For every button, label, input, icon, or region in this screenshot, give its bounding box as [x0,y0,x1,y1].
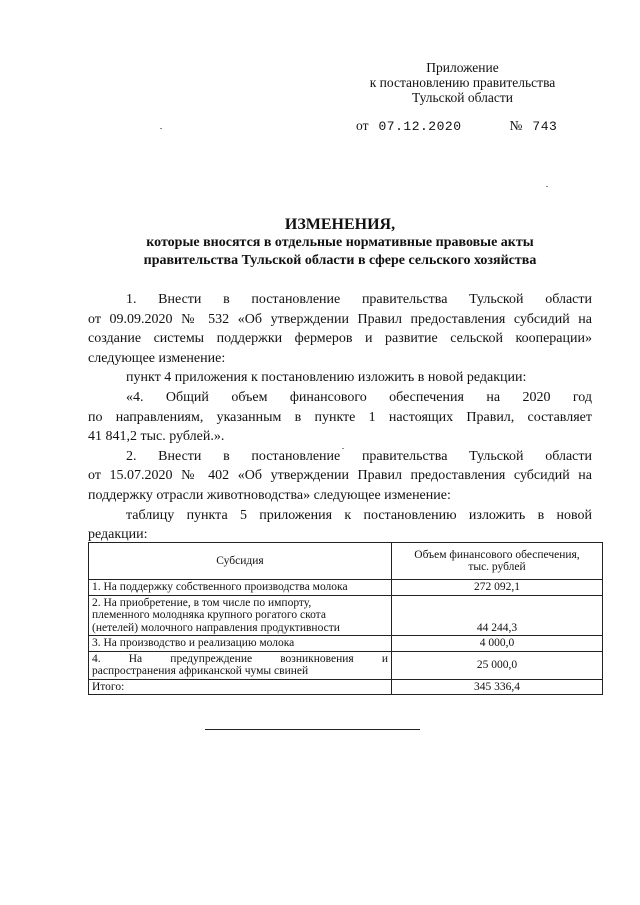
row-1-subsidy: 1. На поддержку собственного производства молока [89,580,392,596]
row-2-line-3: (нетелей) молочного направления продуктивности [92,621,340,634]
row-4-subsidy [89,651,392,679]
subsidy-table [88,542,603,695]
row-4-word-5: и [381,652,388,665]
row-4-word-1: 4. [92,652,101,665]
header-amount [392,543,603,580]
row-2-value: 44 244,3 [392,595,603,636]
closing-rule [205,729,420,730]
document-number: 743 [532,119,558,134]
document-number-line [356,118,557,134]
row-1-value: 272 092,1 [392,580,603,596]
document-heading [88,216,592,270]
total-value: 345 336,4 [392,679,603,695]
row-4-line-2: распространения африканской чумы свиней [92,665,309,677]
row-4-line-1 [92,653,388,666]
from-label: от [356,118,369,133]
paragraph-4-line-2: от 15.07.2020 № 402 «Об утверждении Правил предоставления субсидий на [88,468,592,484]
paragraph-2: пункт 4 приложения к постановлению изложить в новой редакции: [126,370,527,386]
header-amount-line-2: тыс. рублей [468,561,526,573]
table-row [89,636,603,652]
row-2-line-1: 2. На приобретение, в том числе по импорту, [92,596,312,609]
table-header-row [89,543,603,580]
annex-line-2: к постановлению правительства [369,75,556,90]
paragraph-5-line-1: таблицу пункта 5 приложения к постановлению изложить в новой [126,507,592,523]
scan-speck [342,448,344,449]
paragraph-4-line-1: 2. Внести в постановление правительства Тульской области [126,448,592,464]
header-amount-line-1: Объем финансового обеспечения, [414,548,580,561]
row-3-value: 4 000,0 [392,636,603,652]
heading-title: ИЗМЕНЕНИЯ, [284,216,396,233]
row-4-word-4: возникновения [280,652,354,665]
table-row [89,580,603,596]
table-row [89,651,603,679]
row-4-word-2: На [128,652,143,665]
paragraph-1-line-2: от 09.09.2020 № 532 «Об утверждении Правил предоставления субсидий на [88,311,592,327]
paragraph-5-line-2: редакции: [88,527,148,543]
paragraph-1-line-1: 1. Внести в постановление правительства Тульской области [126,292,592,307]
heading-subtitle-line-1: которые вносятся в отдельные нормативные правовые акты [146,235,534,250]
annex-line-3: Тульской области [412,90,513,105]
row-3-subsidy: 3. На производство и реализацию молока [89,636,392,652]
document-date: 07.12.2020 [378,119,462,134]
annex-line-1: Приложение [426,60,499,75]
scan-speck [546,186,548,187]
row-4-word-3: предупреждение [170,652,253,665]
heading-subtitle-line-2: правительства Тульской области в сфере сельского хозяйства [143,253,537,268]
number-label: № [509,118,523,133]
annex-block [350,60,575,105]
paragraph-4-line-3: поддержку отрасли животноводства» следующее изменение: [88,487,451,503]
table-total-row [89,679,603,695]
row-2-subsidy [89,595,392,636]
row-4-value: 25 000,0 [392,651,603,679]
row-2-line-2: племенного молодняка крупного рогатого скота [92,609,326,621]
document-body [88,290,592,545]
paragraph-1-line-3: создание системы поддержки фермеров и развитие сельской кооперации» [88,331,592,347]
table-row [89,595,603,636]
paragraph-3-line-1: «4. Общий объем финансового обеспечения на 2020 год [126,389,592,405]
header-subsidy: Субсидия [89,543,392,580]
paragraph-1-line-4: следующее изменение: [88,350,226,366]
paragraph-3-line-2: по направлениям, указанным в пункте 1 настоящих Правил, составляет [88,409,592,425]
scan-speck [160,128,162,129]
total-label: Итого: [89,679,392,695]
paragraph-3-line-3: 41 841,2 тыс. рублей.». [88,429,225,445]
